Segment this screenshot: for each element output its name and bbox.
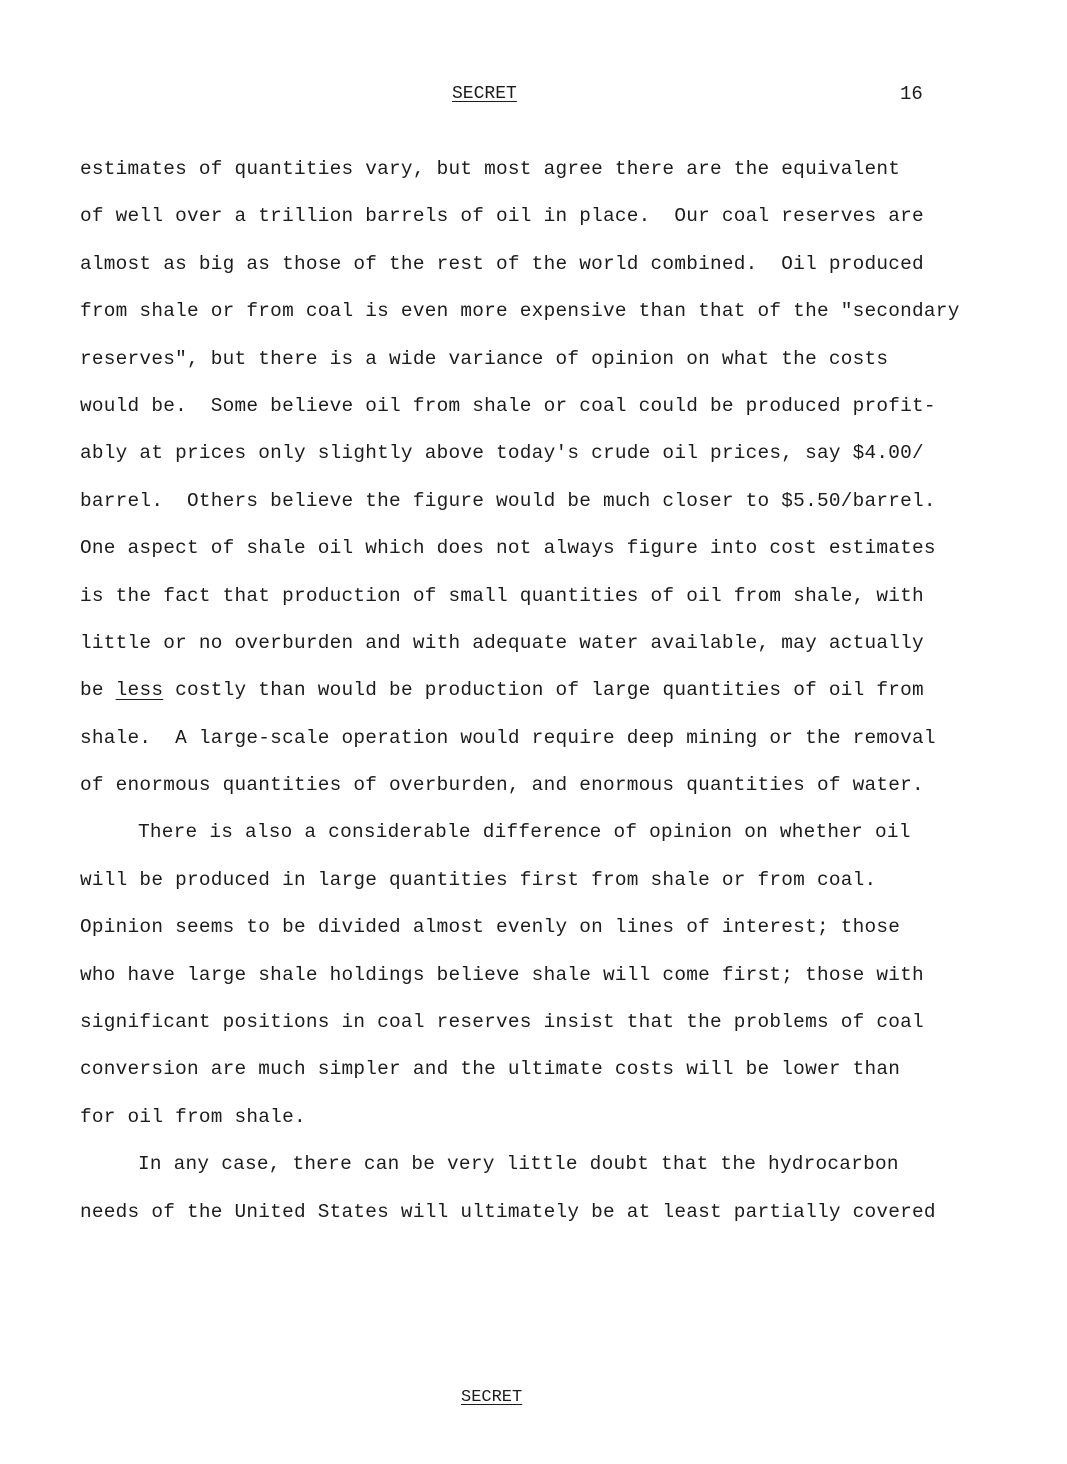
text-line: almost as big as those of the rest of the world combined. Oil produced (80, 252, 924, 275)
text-line (80, 675, 980, 722)
text-line: estimates of quantities vary, but most agree there are the equivalent (80, 158, 901, 180)
text-fragment: costly than would be production of large quantities of oil from (163, 679, 924, 702)
text-line: for oil from shale. (80, 1105, 306, 1128)
underlined-emphasis: less (115, 679, 164, 702)
header-classification-marking: SECRET (452, 84, 517, 104)
text-line-indented: In any case, there can be very little doubt that the hydrocarbon (138, 1153, 899, 1176)
text-line: will be produced in large quantities first from shale or from coal. (80, 868, 877, 891)
text-fragment: be (80, 679, 116, 702)
text-line: One aspect of shale oil which does not always figure into cost estimates (80, 537, 936, 560)
text-line: barrel. Others believe the figure would be much closer to $5.50/barrel. (80, 489, 936, 512)
text-line: conversion are much simpler and the ultimate costs will be lower than (80, 1058, 901, 1081)
text-line: needs of the United States will ultimately be at least partially covered (80, 1200, 936, 1223)
text-line: of well over a trillion barrels of oil in place. Our coal reserves are (80, 205, 924, 228)
text-line: Opinion seems to be divided almost evenly on lines of interest; those (80, 916, 901, 939)
text-line: who have large shale holdings believe shale will come first; those with (80, 963, 924, 986)
text-line: little or no overburden and with adequate water available, may actually (80, 631, 924, 654)
text-line: significant positions in coal reserves insist that the problems of coal (80, 1011, 924, 1034)
text-line: would be. Some believe oil from shale or coal could be produced profit- (80, 394, 936, 417)
text-line: is the fact that production of small quantities of oil from shale, with (80, 584, 924, 607)
text-line: reserves", but there is a wide variance of opinion on what the costs (80, 347, 889, 370)
text-line: from shale or from coal is even more expensive than that of the "secondary (80, 300, 960, 323)
document-body (80, 154, 980, 1244)
text-line: ably at prices only slightly above today's crude oil prices, say $4.00/ (80, 442, 924, 465)
text-line-indented: There is also a considerable difference of opinion on whether oil (138, 821, 911, 844)
text-line: shale. A large-scale operation would require deep mining or the removal (80, 726, 936, 749)
page-number: 16 (900, 83, 923, 105)
text-line: of enormous quantities of overburden, and enormous quantities of water. (80, 774, 924, 797)
footer-classification-marking: SECRET (461, 1388, 523, 1407)
